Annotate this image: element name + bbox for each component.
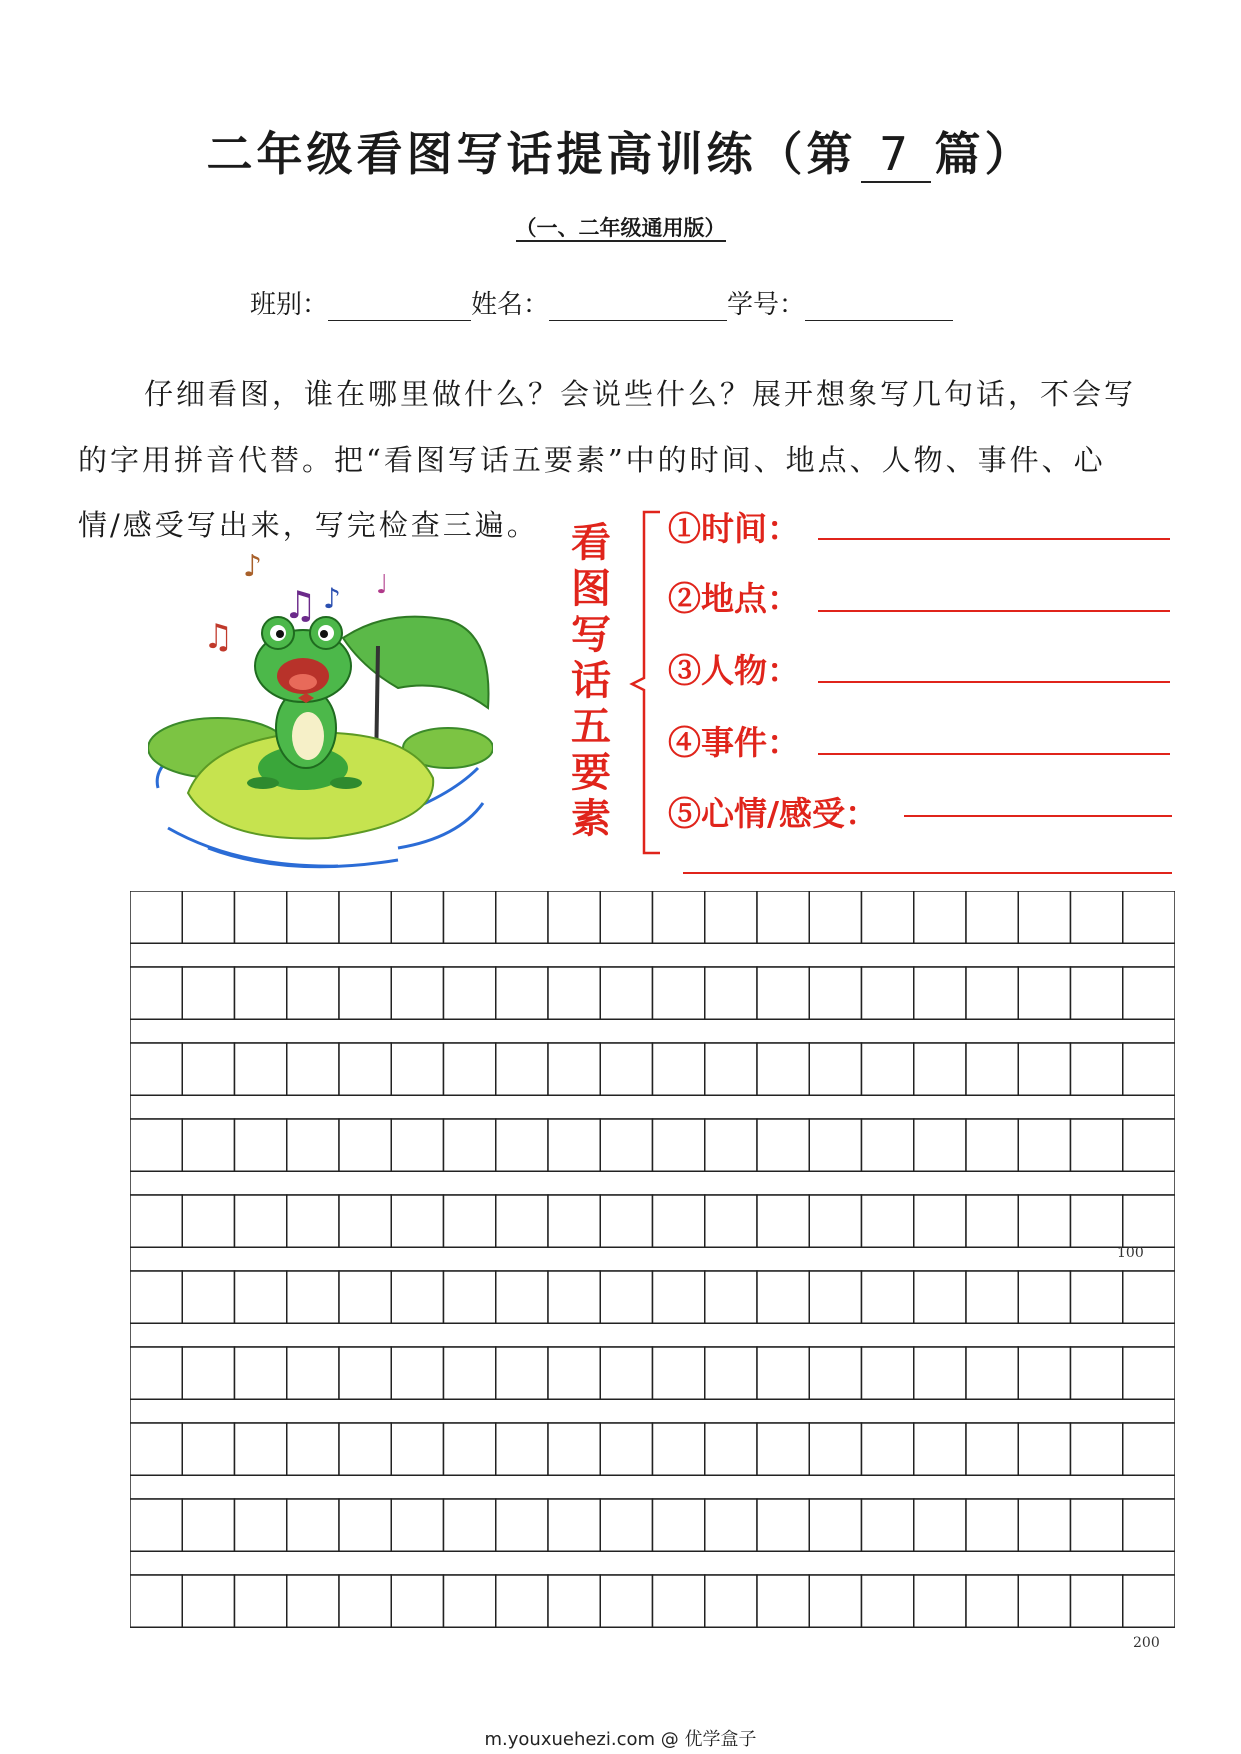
grid-cell[interactable] — [391, 1499, 443, 1551]
grid-cell[interactable] — [653, 1195, 705, 1247]
grid-cell[interactable] — [1123, 1271, 1175, 1323]
grid-cell[interactable] — [757, 1423, 809, 1475]
grid-cell[interactable] — [130, 891, 182, 943]
grid-cell[interactable] — [809, 967, 861, 1019]
grid-cell[interactable] — [966, 1347, 1018, 1399]
grid-cell[interactable] — [1071, 967, 1123, 1019]
grid-cell[interactable] — [862, 1499, 914, 1551]
grid-cell[interactable] — [757, 1347, 809, 1399]
element-character-line[interactable] — [818, 681, 1170, 683]
grid-cell[interactable] — [391, 1043, 443, 1095]
svg-text:♫: ♫ — [283, 583, 318, 627]
grid-cell[interactable] — [809, 1195, 861, 1247]
grid-cell[interactable] — [1018, 1499, 1070, 1551]
element-character-label: ③人物： — [668, 651, 800, 690]
grid-cell[interactable] — [705, 1423, 757, 1475]
grid-cell[interactable] — [287, 967, 339, 1019]
grid-cell[interactable] — [235, 1195, 287, 1247]
grid-cell[interactable] — [600, 1119, 652, 1171]
grid-cell[interactable] — [862, 1195, 914, 1247]
grid-cell[interactable] — [600, 1423, 652, 1475]
grid-cell[interactable] — [653, 967, 705, 1019]
grid-cell[interactable] — [339, 1119, 391, 1171]
grid-cell[interactable] — [966, 1195, 1018, 1247]
page-title — [0, 118, 1241, 184]
grid-cell[interactable] — [496, 1347, 548, 1399]
grid-cell[interactable] — [809, 1043, 861, 1095]
grid-row-gap — [130, 1475, 1175, 1499]
grid-cell[interactable] — [444, 1575, 496, 1627]
grid-cell[interactable] — [600, 1043, 652, 1095]
heading-char: 素 — [571, 795, 611, 842]
class-label: 班别： — [250, 290, 329, 320]
grid-cell[interactable] — [548, 1499, 600, 1551]
grid-cell[interactable] — [809, 1423, 861, 1475]
grid-cell[interactable] — [705, 1271, 757, 1323]
heading-char: 看 — [571, 519, 611, 566]
grid-cell[interactable] — [757, 1271, 809, 1323]
grid-row-gap — [130, 1019, 1175, 1043]
grid-cell[interactable] — [182, 1195, 234, 1247]
grid-cell[interactable] — [496, 1195, 548, 1247]
grid-cell[interactable] — [391, 891, 443, 943]
grid-cell[interactable] — [966, 1119, 1018, 1171]
grid-cell[interactable] — [757, 1043, 809, 1095]
grid-cell[interactable] — [966, 891, 1018, 943]
id-field[interactable] — [805, 294, 953, 321]
grid-cell[interactable] — [1018, 1119, 1070, 1171]
instruction-line-1: 仔细看图，谁在哪里做什么？会说些什么？展开想象写几句话，不会写 — [144, 377, 1137, 411]
grid-cell[interactable] — [287, 1347, 339, 1399]
grid-cell[interactable] — [391, 1119, 443, 1171]
grid-cell[interactable] — [809, 1575, 861, 1627]
grid-cell[interactable] — [1018, 1043, 1070, 1095]
grid-cell[interactable] — [914, 1271, 966, 1323]
grid-cell[interactable] — [653, 1347, 705, 1399]
grid-cell[interactable] — [966, 1575, 1018, 1627]
grid-cell[interactable] — [287, 1271, 339, 1323]
grid-cell[interactable] — [496, 891, 548, 943]
grid-cell[interactable] — [1018, 891, 1070, 943]
grid-cell[interactable] — [1071, 1043, 1123, 1095]
grid-cell[interactable] — [914, 1195, 966, 1247]
grid-cell[interactable] — [130, 1423, 182, 1475]
grid-cell[interactable] — [339, 1575, 391, 1627]
grid-cell[interactable] — [1071, 1499, 1123, 1551]
grid-cell[interactable] — [444, 1043, 496, 1095]
grid-cell[interactable] — [1071, 1575, 1123, 1627]
class-field[interactable] — [328, 294, 471, 321]
element-event-label: ④事件： — [668, 723, 800, 762]
grid-cell[interactable] — [235, 967, 287, 1019]
grid-cell[interactable] — [600, 1347, 652, 1399]
grid-cell[interactable] — [235, 891, 287, 943]
grid-cell[interactable] — [130, 1195, 182, 1247]
grid-cell[interactable] — [914, 1347, 966, 1399]
grid-cell[interactable] — [130, 1499, 182, 1551]
grid-cell[interactable] — [548, 891, 600, 943]
grid-cell[interactable] — [809, 1119, 861, 1171]
grid-cell[interactable] — [862, 1271, 914, 1323]
grid-cell[interactable] — [496, 1043, 548, 1095]
grid-cell[interactable] — [862, 891, 914, 943]
grid-cell[interactable] — [182, 1119, 234, 1171]
grid-cell[interactable] — [862, 1043, 914, 1095]
grid-cell[interactable] — [966, 967, 1018, 1019]
grid-cell[interactable] — [914, 1575, 966, 1627]
grid-cell[interactable] — [653, 1575, 705, 1627]
grid-cell[interactable] — [182, 1423, 234, 1475]
grid-cell[interactable] — [1071, 891, 1123, 943]
grid-cell[interactable] — [757, 1575, 809, 1627]
grid-row-gap — [130, 1095, 1175, 1119]
grid-cell[interactable] — [444, 967, 496, 1019]
grid-cell[interactable] — [287, 1119, 339, 1171]
grid-cell[interactable] — [444, 1347, 496, 1399]
grid-cell[interactable] — [130, 1271, 182, 1323]
grid-cell[interactable] — [182, 967, 234, 1019]
grid-cell[interactable] — [705, 967, 757, 1019]
grid-cell[interactable] — [653, 1119, 705, 1171]
grid-cell[interactable] — [914, 891, 966, 943]
grid-cell[interactable] — [235, 1119, 287, 1171]
grid-cell[interactable] — [966, 1499, 1018, 1551]
grid-cell[interactable] — [1123, 1347, 1175, 1399]
grid-cell[interactable] — [496, 1499, 548, 1551]
grid-cell[interactable] — [548, 1195, 600, 1247]
svg-text:♪: ♪ — [323, 582, 341, 615]
grid-cell[interactable] — [235, 1271, 287, 1323]
grid-cell[interactable] — [1018, 1423, 1070, 1475]
grid-cell[interactable] — [653, 891, 705, 943]
grid-cell[interactable] — [1018, 1347, 1070, 1399]
grid-cell[interactable] — [809, 1271, 861, 1323]
grid-cell[interactable] — [235, 1575, 287, 1627]
grid-row-gap — [130, 1247, 1175, 1271]
grid-cell[interactable] — [496, 1423, 548, 1475]
grid-cell[interactable] — [757, 967, 809, 1019]
brace-bracket — [628, 510, 668, 855]
grid-cell[interactable] — [757, 1195, 809, 1247]
element-time-label: ①时间： — [668, 509, 800, 548]
grid-cell[interactable] — [130, 967, 182, 1019]
element-time-line[interactable] — [818, 538, 1170, 540]
grid-cell[interactable] — [182, 1043, 234, 1095]
grid-cell[interactable] — [1071, 1347, 1123, 1399]
grid-cell[interactable] — [653, 1271, 705, 1323]
grid-marker-200: 200 — [1133, 1635, 1160, 1651]
heading-char: 话 — [571, 657, 611, 704]
grid-cell[interactable] — [914, 967, 966, 1019]
element-feeling-label: ⑤心情/感受： — [668, 794, 879, 833]
grid-cell[interactable] — [600, 1499, 652, 1551]
grid-cell[interactable] — [339, 967, 391, 1019]
grid-cell[interactable] — [287, 1423, 339, 1475]
grid-cell[interactable] — [653, 1423, 705, 1475]
grid-cell[interactable] — [391, 1347, 443, 1399]
grid-cell[interactable] — [182, 1271, 234, 1323]
grid-cell[interactable] — [862, 1347, 914, 1399]
grid-cell[interactable] — [444, 1119, 496, 1171]
grid-cell[interactable] — [1071, 1195, 1123, 1247]
element-place-line[interactable] — [818, 610, 1170, 612]
grid-cell[interactable] — [705, 1347, 757, 1399]
heading-char: 写 — [571, 611, 611, 658]
grid-cell[interactable] — [287, 1195, 339, 1247]
grid-cell[interactable] — [862, 967, 914, 1019]
grid-cell[interactable] — [182, 1499, 234, 1551]
grid-row-gap — [130, 943, 1175, 967]
grid-cell[interactable] — [1123, 1119, 1175, 1171]
grid-cell[interactable] — [757, 1499, 809, 1551]
five-elements-heading — [568, 520, 614, 842]
grid-cell[interactable] — [653, 1043, 705, 1095]
grid-cell[interactable] — [600, 967, 652, 1019]
grid-marker-100: 100 — [1117, 1245, 1144, 1261]
grid-cell[interactable] — [339, 1499, 391, 1551]
grid-cell[interactable] — [182, 1347, 234, 1399]
grid-cell[interactable] — [705, 1499, 757, 1551]
grid-cell[interactable] — [339, 1347, 391, 1399]
heading-char: 图 — [571, 565, 611, 612]
grid-cell[interactable] — [391, 967, 443, 1019]
grid-cell[interactable] — [339, 1043, 391, 1095]
grid-cell[interactable] — [1018, 1195, 1070, 1247]
subtitle — [0, 212, 1241, 242]
grid-cell[interactable] — [339, 1271, 391, 1323]
grid-cell[interactable] — [444, 1499, 496, 1551]
grid-cell[interactable] — [1123, 1195, 1175, 1247]
music-note-icon — [203, 617, 233, 657]
heading-char: 五 — [571, 703, 611, 750]
instruction-line-3: 情/感受写出来，写完检查三遍。 — [78, 508, 539, 542]
grid-cell[interactable] — [1071, 1423, 1123, 1475]
grid-cell[interactable] — [1071, 1271, 1123, 1323]
grid-cell[interactable] — [914, 1119, 966, 1171]
grid-cell[interactable] — [235, 1347, 287, 1399]
grid-cell[interactable] — [914, 1499, 966, 1551]
grid-cell[interactable] — [1123, 891, 1175, 943]
grid-cell[interactable] — [653, 1499, 705, 1551]
grid-cell[interactable] — [809, 891, 861, 943]
grid-cell[interactable] — [1071, 1119, 1123, 1171]
grid-cell[interactable] — [757, 891, 809, 943]
grid-cell[interactable] — [1018, 967, 1070, 1019]
grid-cell[interactable] — [914, 1043, 966, 1095]
grid-cell[interactable] — [444, 1195, 496, 1247]
grid-cell[interactable] — [966, 1271, 1018, 1323]
grid-cell[interactable] — [339, 1195, 391, 1247]
grid-cell[interactable] — [391, 1271, 443, 1323]
music-note-icon — [243, 549, 388, 627]
grid-cell[interactable] — [548, 967, 600, 1019]
grid-cell[interactable] — [391, 1195, 443, 1247]
grid-cell[interactable] — [809, 1347, 861, 1399]
grid-cell[interactable] — [966, 1043, 1018, 1095]
element-feeling-line[interactable] — [904, 815, 1172, 817]
grid-cell[interactable] — [287, 891, 339, 943]
grid-cell[interactable] — [600, 1271, 652, 1323]
grid-cell[interactable] — [339, 891, 391, 943]
grid-cell[interactable] — [130, 1119, 182, 1171]
grid-cell[interactable] — [444, 1423, 496, 1475]
svg-text:♩: ♩ — [376, 570, 389, 600]
grid-row-gap — [130, 1171, 1175, 1195]
grid-cell[interactable] — [705, 1043, 757, 1095]
grid-cell[interactable] — [548, 1347, 600, 1399]
grid-cell[interactable] — [600, 1195, 652, 1247]
grid-cell[interactable] — [130, 1043, 182, 1095]
element-place-label: ②地点： — [668, 579, 800, 618]
grid-cell[interactable] — [444, 891, 496, 943]
grid-cell[interactable] — [914, 1423, 966, 1475]
grid-cell[interactable] — [757, 1119, 809, 1171]
grid-row-gap — [130, 1323, 1175, 1347]
grid-row-gap — [130, 1399, 1175, 1423]
title-suffix: 篇） — [934, 127, 1035, 181]
grid-cell[interactable] — [548, 1119, 600, 1171]
grid-cell[interactable] — [862, 1575, 914, 1627]
grid-cell[interactable] — [235, 1043, 287, 1095]
grid-cell[interactable] — [130, 1575, 182, 1627]
grid-cell[interactable] — [496, 967, 548, 1019]
grid-cell[interactable] — [130, 1347, 182, 1399]
grid-cell[interactable] — [444, 1271, 496, 1323]
instruction-line-2: 的字用拼音代替。把“看图写话五要素”中的时间、地点、人物、事件、心 — [78, 443, 1106, 477]
frog-on-lily-pad-illustration — [148, 548, 493, 878]
frog — [247, 617, 362, 790]
id-label: 学号： — [727, 290, 806, 320]
grid-cell[interactable] — [235, 1423, 287, 1475]
element-extra-line[interactable] — [683, 872, 1172, 874]
name-label: 姓名： — [471, 290, 550, 320]
grid-cell[interactable] — [182, 891, 234, 943]
grid-cell[interactable] — [548, 1271, 600, 1323]
name-field[interactable] — [549, 294, 727, 321]
grid-cell[interactable] — [548, 1043, 600, 1095]
grid-cell[interactable] — [1123, 1043, 1175, 1095]
grid-cell[interactable] — [391, 1575, 443, 1627]
element-event-line[interactable] — [818, 753, 1170, 755]
grid-cell[interactable] — [496, 1575, 548, 1627]
grid-cell[interactable] — [391, 1423, 443, 1475]
grid-cell[interactable] — [966, 1423, 1018, 1475]
grid-cell[interactable] — [862, 1423, 914, 1475]
grid-cell[interactable] — [705, 1195, 757, 1247]
grid-cell[interactable] — [809, 1499, 861, 1551]
heading-char: 要 — [571, 749, 611, 796]
grid-row-gap — [130, 1551, 1175, 1575]
grid-cell[interactable] — [1123, 967, 1175, 1019]
grid-cell[interactable] — [600, 891, 652, 943]
subtitle-text: （一、二年级通用版） — [515, 215, 726, 240]
grid-cell[interactable] — [548, 1423, 600, 1475]
grid-cell[interactable] — [600, 1575, 652, 1627]
grid-cell[interactable] — [496, 1271, 548, 1323]
grid-cell[interactable] — [496, 1119, 548, 1171]
title-prefix: 二年级看图写话提高训练（第 — [206, 127, 857, 181]
grid-cell[interactable] — [705, 891, 757, 943]
grid-cell[interactable] — [1018, 1271, 1070, 1323]
grid-cell[interactable] — [287, 1043, 339, 1095]
grid-cell[interactable] — [339, 1423, 391, 1475]
grid-cell[interactable] — [548, 1575, 600, 1627]
writing-grid[interactable] — [130, 891, 1175, 1649]
student-info-row — [250, 284, 953, 321]
grid-cell[interactable] — [705, 1575, 757, 1627]
grid-cell[interactable] — [1123, 1423, 1175, 1475]
grid-cell[interactable] — [235, 1499, 287, 1551]
grid-cell[interactable] — [182, 1575, 234, 1627]
title-number[interactable]: 7 — [861, 127, 931, 183]
grid-cell[interactable] — [287, 1575, 339, 1627]
grid-cell[interactable] — [862, 1119, 914, 1171]
footer-credit: m.youxuehezi.com @ 优学盒子 — [484, 1729, 757, 1750]
svg-text:♫: ♫ — [203, 617, 234, 657]
grid-cell[interactable] — [287, 1499, 339, 1551]
grid-cell[interactable] — [1123, 1575, 1175, 1627]
grid-cell[interactable] — [1123, 1499, 1175, 1551]
svg-text:♪: ♪ — [243, 549, 263, 584]
grid-cell[interactable] — [705, 1119, 757, 1171]
grid-cell[interactable] — [1018, 1575, 1070, 1627]
